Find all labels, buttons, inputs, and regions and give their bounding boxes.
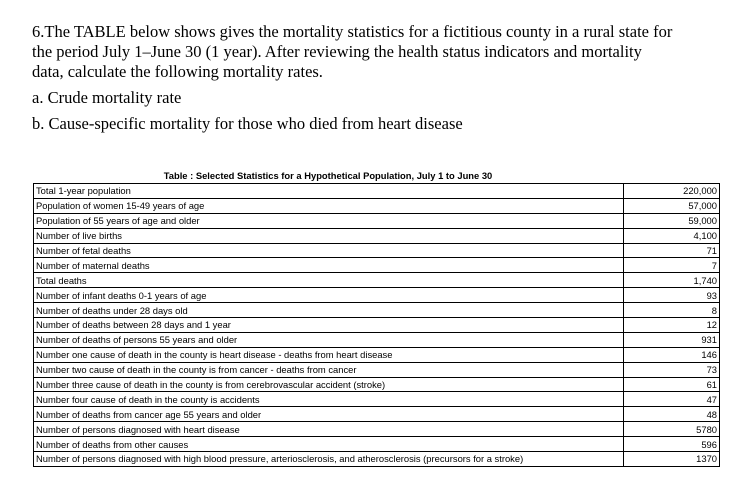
row-label: Number four cause of death in the county is accidents	[34, 392, 624, 407]
table-row	[34, 243, 720, 258]
statistics-table-container	[33, 168, 719, 467]
row-label: Number of live births	[34, 228, 624, 243]
row-value: 71	[624, 243, 720, 258]
table-row	[34, 198, 720, 213]
table-row	[34, 407, 720, 422]
row-label: Number three cause of death in the county is from cerebrovascular accident (stroke)	[34, 377, 624, 392]
table-row	[34, 228, 720, 243]
row-value: 5780	[624, 422, 720, 437]
row-label: Number of deaths from cancer age 55 years and older	[34, 407, 624, 422]
row-label: Number one cause of death in the county is heart disease - deaths from heart disease	[34, 347, 624, 362]
row-value: 220,000	[624, 184, 720, 199]
table-title: Table : Selected Statistics for a Hypothetical Population, July 1 to June 30	[163, 170, 493, 181]
row-label: Number of deaths under 28 days old	[34, 303, 624, 318]
table-row	[34, 288, 720, 303]
row-label: Total 1-year population	[34, 184, 624, 199]
table-row	[34, 318, 720, 333]
row-value: 59,000	[624, 213, 720, 228]
question-intro-line-3: data, calculate the following mortality rates.	[32, 62, 323, 81]
row-label: Number of fetal deaths	[34, 243, 624, 258]
question-block	[32, 22, 692, 134]
row-value: 931	[624, 332, 720, 347]
table-row	[34, 347, 720, 362]
row-label: Number of persons diagnosed with heart disease	[34, 422, 624, 437]
question-part-b: b. Cause-specific mortality for those who died from heart disease	[32, 114, 463, 133]
row-value: 1,740	[624, 273, 720, 288]
row-label: Number two cause of death in the county is from cancer - deaths from cancer	[34, 362, 624, 377]
row-value: 8	[624, 303, 720, 318]
table-row	[34, 422, 720, 437]
table-row	[34, 332, 720, 347]
row-value: 48	[624, 407, 720, 422]
row-value: 93	[624, 288, 720, 303]
row-value: 596	[624, 437, 720, 452]
table-row	[34, 273, 720, 288]
table-row	[34, 258, 720, 273]
row-label: Number of deaths from other causes	[34, 437, 624, 452]
row-label: Number of infant deaths 0-1 years of age	[34, 288, 624, 303]
table-row	[34, 303, 720, 318]
row-value: 12	[624, 318, 720, 333]
row-value: 1370	[624, 452, 720, 467]
row-label: Population of 55 years of age and older	[34, 213, 624, 228]
statistics-table-body	[34, 184, 720, 467]
table-row	[34, 362, 720, 377]
row-label: Total deaths	[34, 273, 624, 288]
row-value: 57,000	[624, 198, 720, 213]
row-value: 146	[624, 347, 720, 362]
question-intro-line-1: 6.The TABLE below shows gives the mortality statistics for a fictitious county in a rural state for	[32, 22, 673, 41]
table-row	[34, 184, 720, 199]
row-value: 73	[624, 362, 720, 377]
row-label: Number of maternal deaths	[34, 258, 624, 273]
row-value: 7	[624, 258, 720, 273]
table-row	[34, 377, 720, 392]
row-value: 4,100	[624, 228, 720, 243]
table-row	[34, 437, 720, 452]
row-label: Number of deaths of persons 55 years and older	[34, 332, 624, 347]
table-row	[34, 452, 720, 467]
question-part-a: a. Crude mortality rate	[32, 88, 182, 107]
row-value: 61	[624, 377, 720, 392]
statistics-table	[33, 183, 720, 467]
table-row	[34, 213, 720, 228]
row-value: 47	[624, 392, 720, 407]
row-label: Number of persons diagnosed with high blood pressure, arteriosclerosis, and atherosclerosis (precursors for a stroke)	[34, 452, 624, 467]
row-label: Number of deaths between 28 days and 1 year	[34, 318, 624, 333]
table-row	[34, 392, 720, 407]
question-intro-line-2: the period July 1–June 30 (1 year). After reviewing the health status indicators and mortality	[32, 42, 642, 61]
row-label: Population of women 15-49 years of age	[34, 198, 624, 213]
